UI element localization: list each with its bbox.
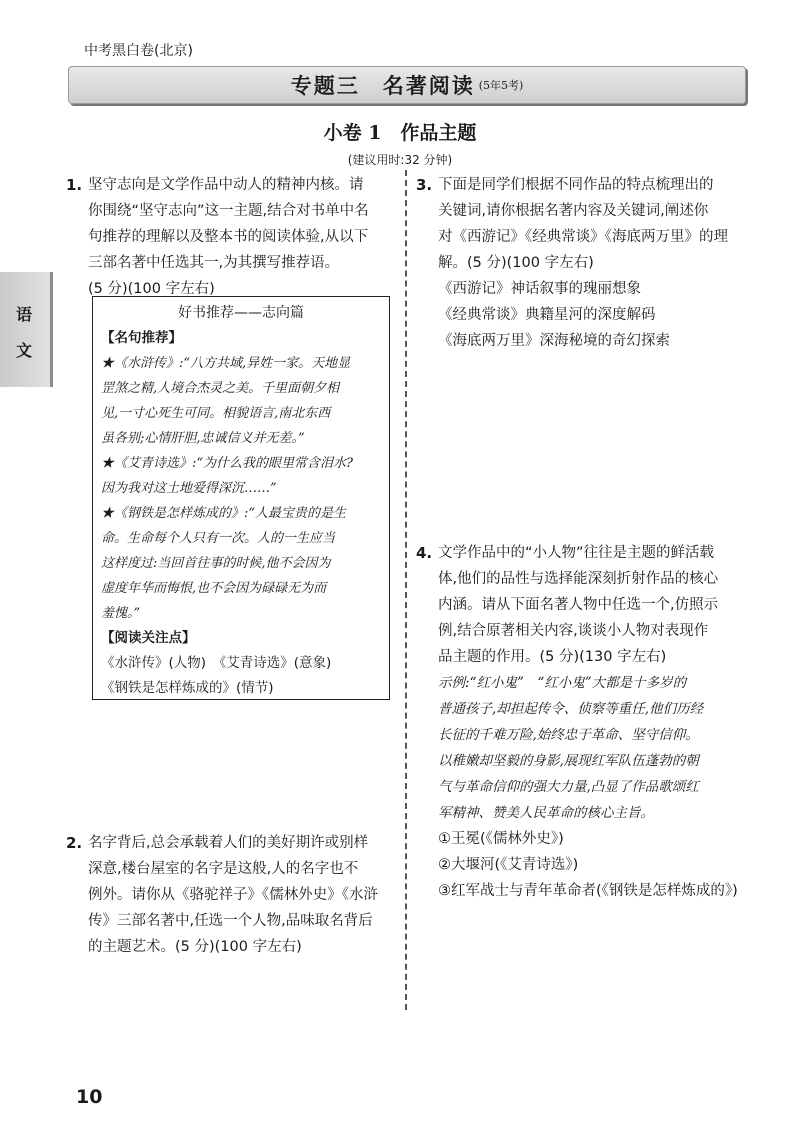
question-number: 4. bbox=[416, 544, 433, 562]
question-text-line: 体,他们的品性与选择能深刻折射作品的核心 bbox=[438, 571, 719, 587]
question-text-line: 你围绕“坚守志向”这一主题,结合对书单中名 bbox=[88, 203, 369, 219]
quote-line: 羞愧。” bbox=[101, 606, 141, 621]
question-text-line: 例,结合原著相关内容,谈谈小人物对表现作 bbox=[438, 623, 709, 639]
question-text-line: (5 分)(100 字左右) bbox=[88, 281, 215, 297]
side-tab-char-1: 语 bbox=[16, 305, 33, 324]
question-3 bbox=[416, 172, 758, 354]
keyword-line: 《经典常谈》典籍星河的深度解码 bbox=[438, 307, 656, 323]
quote-line: 虚度年华而悔恨,也不会因为碌碌无为而 bbox=[101, 581, 327, 596]
example-line: 气与革命信仰的强大力量,凸显了作品歌颂红 bbox=[438, 779, 699, 795]
book-recommendation-box bbox=[92, 296, 390, 700]
question-2 bbox=[66, 830, 398, 960]
question-text-line: 传》三部名著中,任选一个人物,品味取名背后 bbox=[88, 913, 373, 929]
subject-side-tab bbox=[0, 272, 53, 387]
side-tab-char-2: 文 bbox=[16, 341, 33, 360]
question-text-line: 三部名著中任选其一,为其撰写推荐语。 bbox=[88, 255, 340, 271]
focus-line: 《钢铁是怎样炼成的》(情节) bbox=[101, 680, 274, 696]
question-text-line: 的主题艺术。(5 分)(100 字左右) bbox=[88, 939, 302, 955]
keyword-line: 《海底两万里》深海秘境的奇幻探索 bbox=[438, 333, 670, 349]
example-line: 以稚嫩却坚毅的身影,展现红军队伍蓬勃的朝 bbox=[438, 753, 699, 769]
question-text-line: 文学作品中的“小人物”往往是主题的鲜活载 bbox=[438, 545, 715, 561]
question-text-line: 对《西游记》《经典常谈》《海底两万里》的理 bbox=[438, 229, 728, 245]
question-text-line: 下面是同学们根据不同作品的特点梳理出的 bbox=[438, 177, 714, 193]
box-title: 好书推荐——志向篇 bbox=[178, 305, 304, 321]
option-line: ①王冕(《儒林外史》) bbox=[438, 831, 564, 847]
running-header: 中考黑白卷(北京) bbox=[84, 43, 193, 59]
section-title: 专题三 名著阅读 bbox=[290, 73, 475, 98]
question-number: 1. bbox=[66, 176, 83, 194]
question-4 bbox=[416, 540, 768, 904]
question-text-line: 句推荐的理解以及整本书的阅读体验,从以下 bbox=[88, 229, 369, 245]
example-line: 示例:“红小鬼” “红小鬼”大都是十多岁的 bbox=[438, 675, 687, 691]
option-line: ③红军战士与青年革命者(《钢铁是怎样炼成的》) bbox=[438, 883, 738, 899]
question-text-line: 关键词,请你根据名著内容及关键词,阐述你 bbox=[438, 203, 709, 219]
question-text-line: 例外。请你从《骆驼祥子》《儒林外史》《水浒 bbox=[88, 887, 378, 903]
suggested-time: (建议用时:32 分钟) bbox=[347, 153, 453, 167]
section-title-bar bbox=[68, 66, 746, 104]
quote-line: 罡煞之精,人境合杰灵之美。千里面朝夕相 bbox=[101, 381, 340, 396]
quote-line: ★《水浒传》:“八方共域,异姓一家。天地显 bbox=[101, 356, 351, 371]
quote-line: ★《艾青诗选》:“为什么我的眼里常含泪水? bbox=[101, 456, 353, 471]
quote-line: 因为我对这土地爱得深沉……” bbox=[101, 481, 277, 496]
quiz-title: 小卷 1 作品主题 bbox=[323, 122, 477, 144]
quote-line: 虽各别;心情肝胆,忠诚信义并无差。” bbox=[101, 431, 305, 446]
question-1 bbox=[66, 172, 398, 302]
question-text-line: 深意,楼台屋室的名字是这般,人的名字也不 bbox=[88, 861, 359, 877]
example-line: 军精神、赞美人民革命的核心主旨。 bbox=[438, 805, 654, 821]
question-number: 2. bbox=[66, 834, 83, 852]
question-text-line: 坚守志向是文学作品中动人的精神内核。请 bbox=[88, 177, 364, 193]
question-text-line: 内涵。请从下面名著人物中任选一个,仿照示 bbox=[438, 597, 719, 613]
question-text-line: 解。(5 分)(100 字左右) bbox=[438, 255, 594, 271]
quote-line: 这样度过:当回首往事的时候,他不会因为 bbox=[101, 556, 331, 571]
column-divider bbox=[405, 170, 407, 1010]
section-title-note: (5年5考) bbox=[478, 79, 524, 92]
keyword-line: 《西游记》神话叙事的瑰丽想象 bbox=[438, 281, 641, 297]
question-number: 3. bbox=[416, 176, 433, 194]
question-text-line: 名字背后,总会承载着人们的美好期许或别样 bbox=[88, 835, 369, 851]
focus-line: 《水浒传》(人物) 《艾青诗选》(意象) bbox=[101, 655, 332, 671]
box-section-heading: 【名句推荐】 bbox=[101, 330, 182, 346]
page-number: 10 bbox=[76, 1086, 103, 1108]
example-line: 普通孩子,却担起传令、侦察等重任,他们历经 bbox=[438, 701, 704, 717]
example-line: 长征的千难万险,始终忠于革命、坚守信仰。 bbox=[438, 727, 699, 743]
option-line: ②大堰河(《艾青诗选》) bbox=[438, 857, 579, 873]
quote-line: 命。生命每个人只有一次。人的一生应当 bbox=[101, 531, 336, 546]
quote-line: ★《钢铁是怎样炼成的》:“人最宝贵的是生 bbox=[101, 506, 347, 521]
box-section-heading: 【阅读关注点】 bbox=[101, 630, 196, 646]
quote-line: 见,一寸心死生可同。相貌语言,南北东西 bbox=[101, 406, 331, 421]
question-text-line: 品主题的作用。(5 分)(130 字左右) bbox=[438, 649, 667, 665]
